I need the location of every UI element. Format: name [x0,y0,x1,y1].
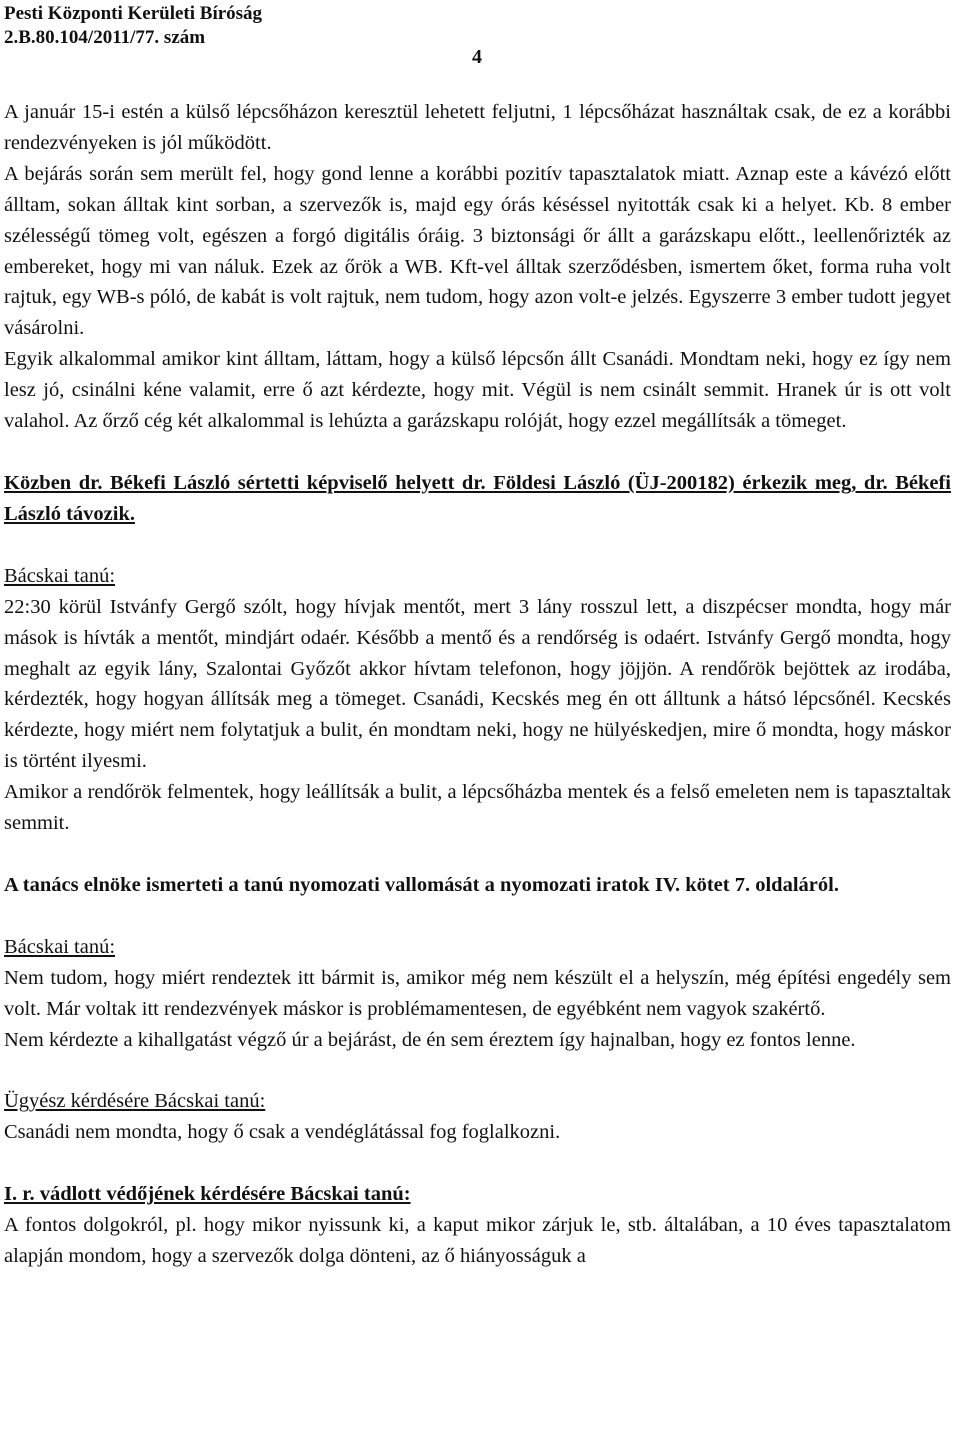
paragraph: A január 15-i estén a külső lépcsőházon keresztül lehetett feljutni, 1 lépcsőházat használtak csak, de ez a korábbi rendezvényeken is jól működött. [4,101,951,154]
paragraph: A fontos dolgokról, pl. hogy mikor nyissunk ki, a kaput mikor zárjuk le, stb. általában, a 10 éves tapasztalatom alapján mondom, hogy a szervezők dolga dönteni, az ő hiányosságuk a [4,1214,951,1268]
paragraph: Egyik alkalommal amikor kint álltam, láttam, hogy a külső lépcsőn állt Csanádi. Mondtam neki, hogy ez így nem lesz jó, csinálni kéne valamit, erre ő azt kérdezte, hogy mit. Végül is nem csinált semmit. Hranek úr is ott volt valahol. Az őrző cég két alkalommal is lehúzta a garázskapu rolóját, hogy ezzel megállítsák a tömeget. [4,348,951,433]
paragraph: Nem tudom, hogy miért rendeztek itt bármit is, amikor még nem készült el a helyszín, még építési engedély sem volt. Már voltak itt rendezvények máskor is problémamentesen, de egyébként nem vagyok szakértő. [4,966,951,1020]
question-heading [4,1086,951,1117]
court-name: Pesti Központi Kerületi Bíróság [4,3,263,24]
page-number: 4 [472,46,482,68]
witness-heading-label: Bácskai tanú: [4,564,116,587]
paragraph: A bejárás során sem merült fel, hogy gond lenne a korábbi pozitív tapasztalatok miatt. Aznap este a kávézó előtt álltam, sokan álltak kint sorban, a szervezők is, majd egy órás késéssel nyitották csak ki a helyet. Kb. 8 ember szélességű tömeg volt, egészen a forgó digitális óráig. 3 biztonsági őr állt a garázskapu előtt., leellenőrizték az embereket, hogy mi van náluk. Ezek az őrök a WB. Kft-vel álltak szerződésben, ismertem őket, forma ruha volt rajtuk, egy WB-s póló, de kabát is volt rajtuk, nem tudom, hogy azon volt-e jelzés. Egyszerre 3 ember tudott jegyet vásárolni. [4,162,951,340]
question-heading-label: I. r. vádlott védőjének kérdésére Bácskai tanú: [4,1183,411,1206]
witness-heading-label: Bácskai tanú: [4,935,116,958]
question-heading-label: Ügyész kérdésére Bácskai tanú: [4,1090,266,1113]
paragraph: Nem kérdezte a kihallgatást végző úr a bejárást, de én sem éreztem így hajnalban, hogy ez fontos lenne. [4,1028,856,1051]
witness-heading [4,932,951,963]
paragraph: Csanádi nem mondta, hogy ő csak a vendéglátással fog foglalkozni. [4,1121,561,1144]
procedural-note: Közben dr. Békefi László sértetti képviselő helyett dr. Földesi László (ÜJ-200182) érkezik meg, dr. Békefi László távozik. [4,471,951,525]
document-body [4,97,951,1272]
procedural-note: A tanács elnöke ismerteti a tanú nyomozati vallomását a nyomozati iratok IV. kötet 7. oldaláról. [4,873,839,896]
witness-heading [4,561,951,592]
document-header [4,2,262,50]
case-number: 2.B.80.104/2011/77. szám [4,27,206,48]
paragraph: 22:30 körül Istvánfy Gergő szólt, hogy hívjak mentőt, mert 3 lány rosszul lett, a diszpécser mondta, hogy már mások is hívták a mentőt, mindjárt odaér. Később a mentő és a rendőrség is odaért. Istvánfy Gergő mondta, hogy meghalt az egyik lány, Szalontai Győzőt akkor hívtam telefonon, hogy jöjjön. A rendőrök bejöttek az irodába, kérdezték, hogy hogyan állítsák meg a tömeget. Csanádi, Kecskés meg én ott álltunk a hátsó lépcsőnél. Kecskés kérdezte, hogy miért nem folytatjuk a bulit, én mondtam neki, hogy ne hülyéskedjen, mire ő mondta, hogy máskor is történt ilyesmi. [4,595,951,773]
paragraph: Amikor a rendőrök felmentek, hogy leállítsák a bulit, a lépcsőházba mentek és a felső emeleten nem is tapasztaltak semmit. [4,781,951,835]
question-heading [4,1179,951,1210]
